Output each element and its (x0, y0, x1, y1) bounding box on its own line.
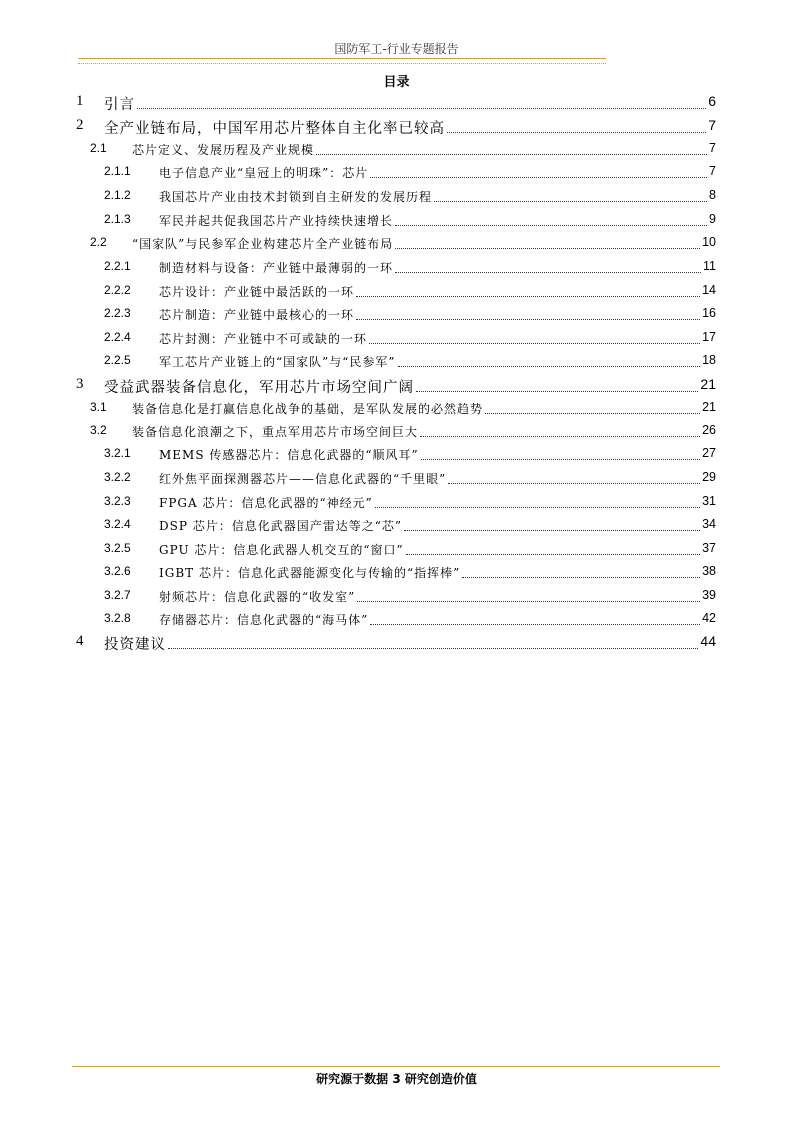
toc-entry-title: 射频芯片：信息化武器的“收发室” (159, 590, 356, 604)
toc-entry-page: 39 (702, 588, 716, 602)
toc-entry-page: 29 (702, 470, 716, 484)
toc-entry[interactable] (0, 611, 793, 631)
toc-entry-page: 26 (702, 423, 716, 437)
toc-entry-number: 3.1 (90, 400, 107, 414)
toc-entry[interactable] (0, 93, 793, 113)
toc-entry-number: 3.2.7 (104, 588, 131, 602)
toc-entry-title: 装备信息化是打赢信息化战争的基础，是军队发展的必然趋势 (132, 402, 484, 416)
toc-entry-number: 2.2.3 (104, 306, 131, 320)
toc-leader-dots (375, 507, 700, 508)
toc-leader-dots (416, 391, 698, 392)
toc-entry-title: 军民并起共促我国芯片产业持续快速增长 (159, 214, 394, 228)
toc-leader-dots (357, 601, 700, 602)
toc-entry-page: 42 (702, 611, 716, 625)
toc-entry[interactable] (0, 517, 793, 537)
toc-entry[interactable] (0, 423, 793, 443)
toc-leader-dots (137, 108, 706, 109)
toc-entry-page: 18 (702, 353, 716, 367)
toc-entry[interactable] (0, 283, 793, 303)
toc-entry-page: 7 (709, 141, 716, 155)
toc-entry[interactable] (0, 141, 793, 161)
toc-leader-dots (395, 248, 700, 249)
toc-entry-title: 电子信息产业“皇冠上的明珠”：芯片 (159, 166, 369, 180)
toc-entry-page: 16 (702, 306, 716, 320)
toc-entry-title: 装备信息化浪潮之下，重点军用芯片市场空间巨大 (132, 425, 419, 439)
toc-entry-title: 受益武器装备信息化，军用芯片市场空间广阔 (104, 380, 414, 396)
toc-entry-page: 31 (702, 494, 716, 508)
toc-entry-title: MEMS 传感器芯片：信息化武器的“顺风耳” (159, 448, 419, 462)
toc-entry[interactable] (0, 330, 793, 350)
toc-entry-title: 制造材料与设备：产业链中最薄弱的一环 (159, 261, 394, 275)
toc-entry[interactable] (0, 564, 793, 584)
toc-entry[interactable] (0, 376, 793, 396)
toc-entry-title: DSP 芯片：信息化武器国产雷达等之“芯” (159, 519, 403, 533)
toc-entry-number: 3.2.2 (104, 470, 131, 484)
toc-leader-dots (447, 132, 706, 133)
toc-entry-number: 2 (76, 117, 84, 133)
toc-entry-title: 我国芯片产业由技术封锁到自主研发的发展历程 (159, 190, 433, 204)
toc-entry-number: 2.2 (90, 235, 107, 249)
toc-entry[interactable] (0, 306, 793, 326)
toc-entry-number: 2.1.2 (104, 188, 131, 202)
toc-entry-title: 芯片设计：产业链中最活跃的一环 (159, 285, 355, 299)
toc-entry-number: 2.2.2 (104, 283, 131, 297)
toc-entry-page: 37 (702, 541, 716, 555)
header-dotted-divider (78, 63, 606, 64)
toc-entry-page: 7 (708, 117, 716, 133)
toc-leader-dots (370, 177, 707, 178)
toc-entry-page: 34 (702, 517, 716, 531)
toc-entry-page: 10 (702, 235, 716, 249)
toc-entry[interactable] (0, 235, 793, 255)
toc-entry-title: 军工芯片产业链上的“国家队”与“民参军” (159, 355, 396, 369)
toc-entry[interactable] (0, 588, 793, 608)
toc-entry[interactable] (0, 353, 793, 373)
toc-entry[interactable] (0, 541, 793, 561)
toc-entry-title: GPU 芯片：信息化武器人机交互的“窗口” (159, 543, 404, 557)
toc-leader-dots (370, 624, 700, 625)
toc-entry-page: 44 (700, 633, 716, 649)
toc-leader-dots (448, 483, 700, 484)
toc-entry-number: 3.2.8 (104, 611, 131, 625)
toc-title: 目录 (383, 75, 410, 90)
toc-entry-title: “国家队”与民参军企业构建芯片全产业链布局 (132, 237, 394, 251)
toc-entry-number: 2.2.4 (104, 330, 131, 344)
toc-entry[interactable] (0, 633, 793, 653)
toc-entry-number: 3.2.6 (104, 564, 131, 578)
toc-entry-number: 1 (76, 93, 84, 109)
footer-text: 研究源于数据 3 研究创造价值 (316, 1072, 477, 1086)
toc-entry-page: 38 (702, 564, 716, 578)
toc-entry[interactable] (0, 212, 793, 232)
toc-entry-page: 27 (702, 446, 716, 460)
toc-leader-dots (395, 272, 701, 273)
toc-entry-page: 8 (709, 188, 716, 202)
toc-entry-page: 11 (703, 259, 716, 273)
toc-entry-title: FPGA 芯片：信息化武器的“神经元” (159, 496, 373, 510)
toc-entry-title: 芯片封测：产业链中不可或缺的一环 (159, 332, 368, 346)
toc-entry[interactable] (0, 164, 793, 184)
report-header-title: 国防军工-行业专题报告 (334, 42, 459, 56)
header-divider (78, 58, 606, 59)
toc-entry-number: 4 (76, 633, 84, 649)
toc-entry-page: 21 (700, 376, 716, 392)
toc-entry-number: 3.2.4 (104, 517, 131, 531)
toc-entry-page: 14 (702, 283, 716, 297)
toc-entry-page: 9 (709, 212, 716, 226)
toc-leader-dots (485, 413, 700, 414)
footer-divider (72, 1066, 720, 1067)
toc-entry-number: 2.2.1 (104, 259, 131, 273)
toc-entry-number: 3 (76, 376, 84, 392)
toc-entry-page: 21 (702, 400, 716, 414)
toc-leader-dots (404, 530, 700, 531)
toc-entry-title: 芯片定义、发展历程及产业规模 (132, 143, 315, 157)
toc-leader-dots (421, 459, 700, 460)
toc-leader-dots (420, 436, 700, 437)
toc-entry[interactable] (0, 188, 793, 208)
toc-entry-title: 存储器芯片：信息化武器的“海马体” (159, 613, 369, 627)
toc-leader-dots (369, 343, 700, 344)
toc-leader-dots (316, 154, 707, 155)
toc-entry[interactable] (0, 117, 793, 137)
toc-entry-title: 红外焦平面探测器芯片——信息化武器的“千里眼” (159, 472, 447, 486)
toc-entry-title: IGBT 芯片：信息化武器能源变化与传输的“指挥棒” (159, 566, 461, 580)
toc-entry-number: 2.2.5 (104, 353, 131, 367)
toc-entry-number: 2.1.3 (104, 212, 131, 226)
toc-entry-page: 7 (709, 164, 716, 178)
toc-leader-dots (406, 554, 700, 555)
toc-leader-dots (356, 319, 700, 320)
toc-entry[interactable] (0, 470, 793, 490)
toc-entry-title: 引言 (104, 97, 135, 113)
toc-entry-number: 2.1 (90, 141, 107, 155)
toc-entry-number: 3.2 (90, 423, 107, 437)
toc-entry-title: 全产业链布局，中国军用芯片整体自主化率已较高 (104, 121, 445, 137)
toc-leader-dots (395, 225, 707, 226)
toc-entry-number: 3.2.5 (104, 541, 131, 555)
toc-leader-dots (168, 648, 698, 649)
toc-entry-number: 3.2.3 (104, 494, 131, 508)
toc-entry-title: 芯片制造：产业链中最核心的一环 (159, 308, 355, 322)
toc-entry-page: 17 (702, 330, 716, 344)
toc-leader-dots (434, 201, 707, 202)
toc-leader-dots (356, 296, 700, 297)
toc-entry[interactable] (0, 494, 793, 514)
toc-leader-dots (398, 366, 700, 367)
toc-leader-dots (462, 577, 700, 578)
toc-entry[interactable] (0, 446, 793, 466)
toc-entry-page: 6 (708, 93, 716, 109)
toc-entry[interactable] (0, 259, 793, 279)
toc-entry-number: 3.2.1 (104, 446, 131, 460)
toc-entry-number: 2.1.1 (104, 164, 131, 178)
toc-entry[interactable] (0, 400, 793, 420)
toc-entry-title: 投资建议 (104, 637, 166, 653)
